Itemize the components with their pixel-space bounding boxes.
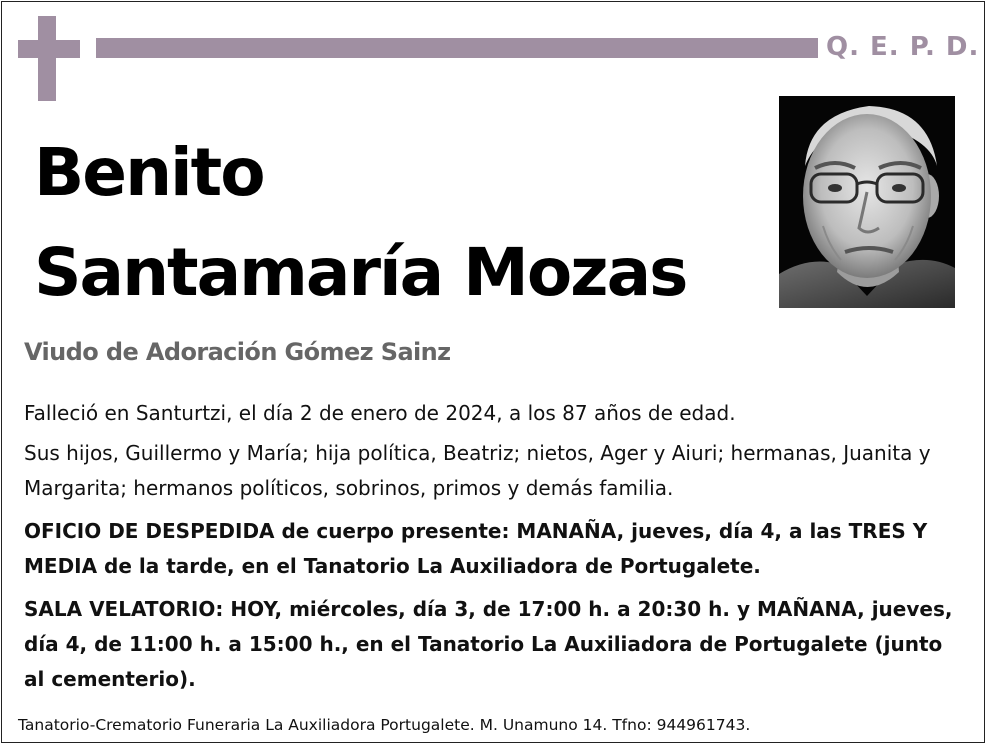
portrait-image	[779, 96, 955, 308]
funeral-home-footer: Tanatorio-Crematorio Funeraria La Auxiliadora Portugalete. M. Unamuno 14. Tfno: 944961743.	[18, 716, 751, 734]
deceased-portrait	[779, 96, 955, 308]
wake-paragraph: SALA VELATORIO: HOY, miércoles, día 3, de 17:00 h. a 20:30 h. y MAÑANA, jueves, día 4, de 11:00 h. a 15:00 h., en el Tanatorio La Auxiliadora de Portugalete (junto al cementerio).	[24, 597, 953, 691]
deceased-surnames: Santamaría Mozas	[34, 234, 687, 311]
relation-line: Viudo de Adoración Gómez Sainz	[24, 338, 451, 366]
service-paragraph: OFICIO DE DESPEDIDA de cuerpo presente: MANAÑA, jueves, día 4, a las TRES Y MEDIA de la tarde, en el Tanatorio La Auxiliadora de Portugalete.	[24, 519, 928, 578]
deceased-first-name: Benito	[34, 134, 264, 211]
cross-vertical-bar	[38, 16, 56, 101]
header-rule	[96, 38, 818, 58]
cross-horizontal-bar	[18, 40, 80, 58]
qepd-label: Q. E. P. D.	[826, 32, 980, 62]
family-paragraph: Sus hijos, Guillermo y María; hija política, Beatriz; nietos, Ager y Aiuri; hermanas, Juanita y Margarita; hermanos políticos, sobrinos, primos y demás familia.	[24, 441, 931, 500]
death-paragraph: Falleció en Santurtzi, el día 2 de enero de 2024, a los 87 años de edad.	[24, 401, 736, 425]
